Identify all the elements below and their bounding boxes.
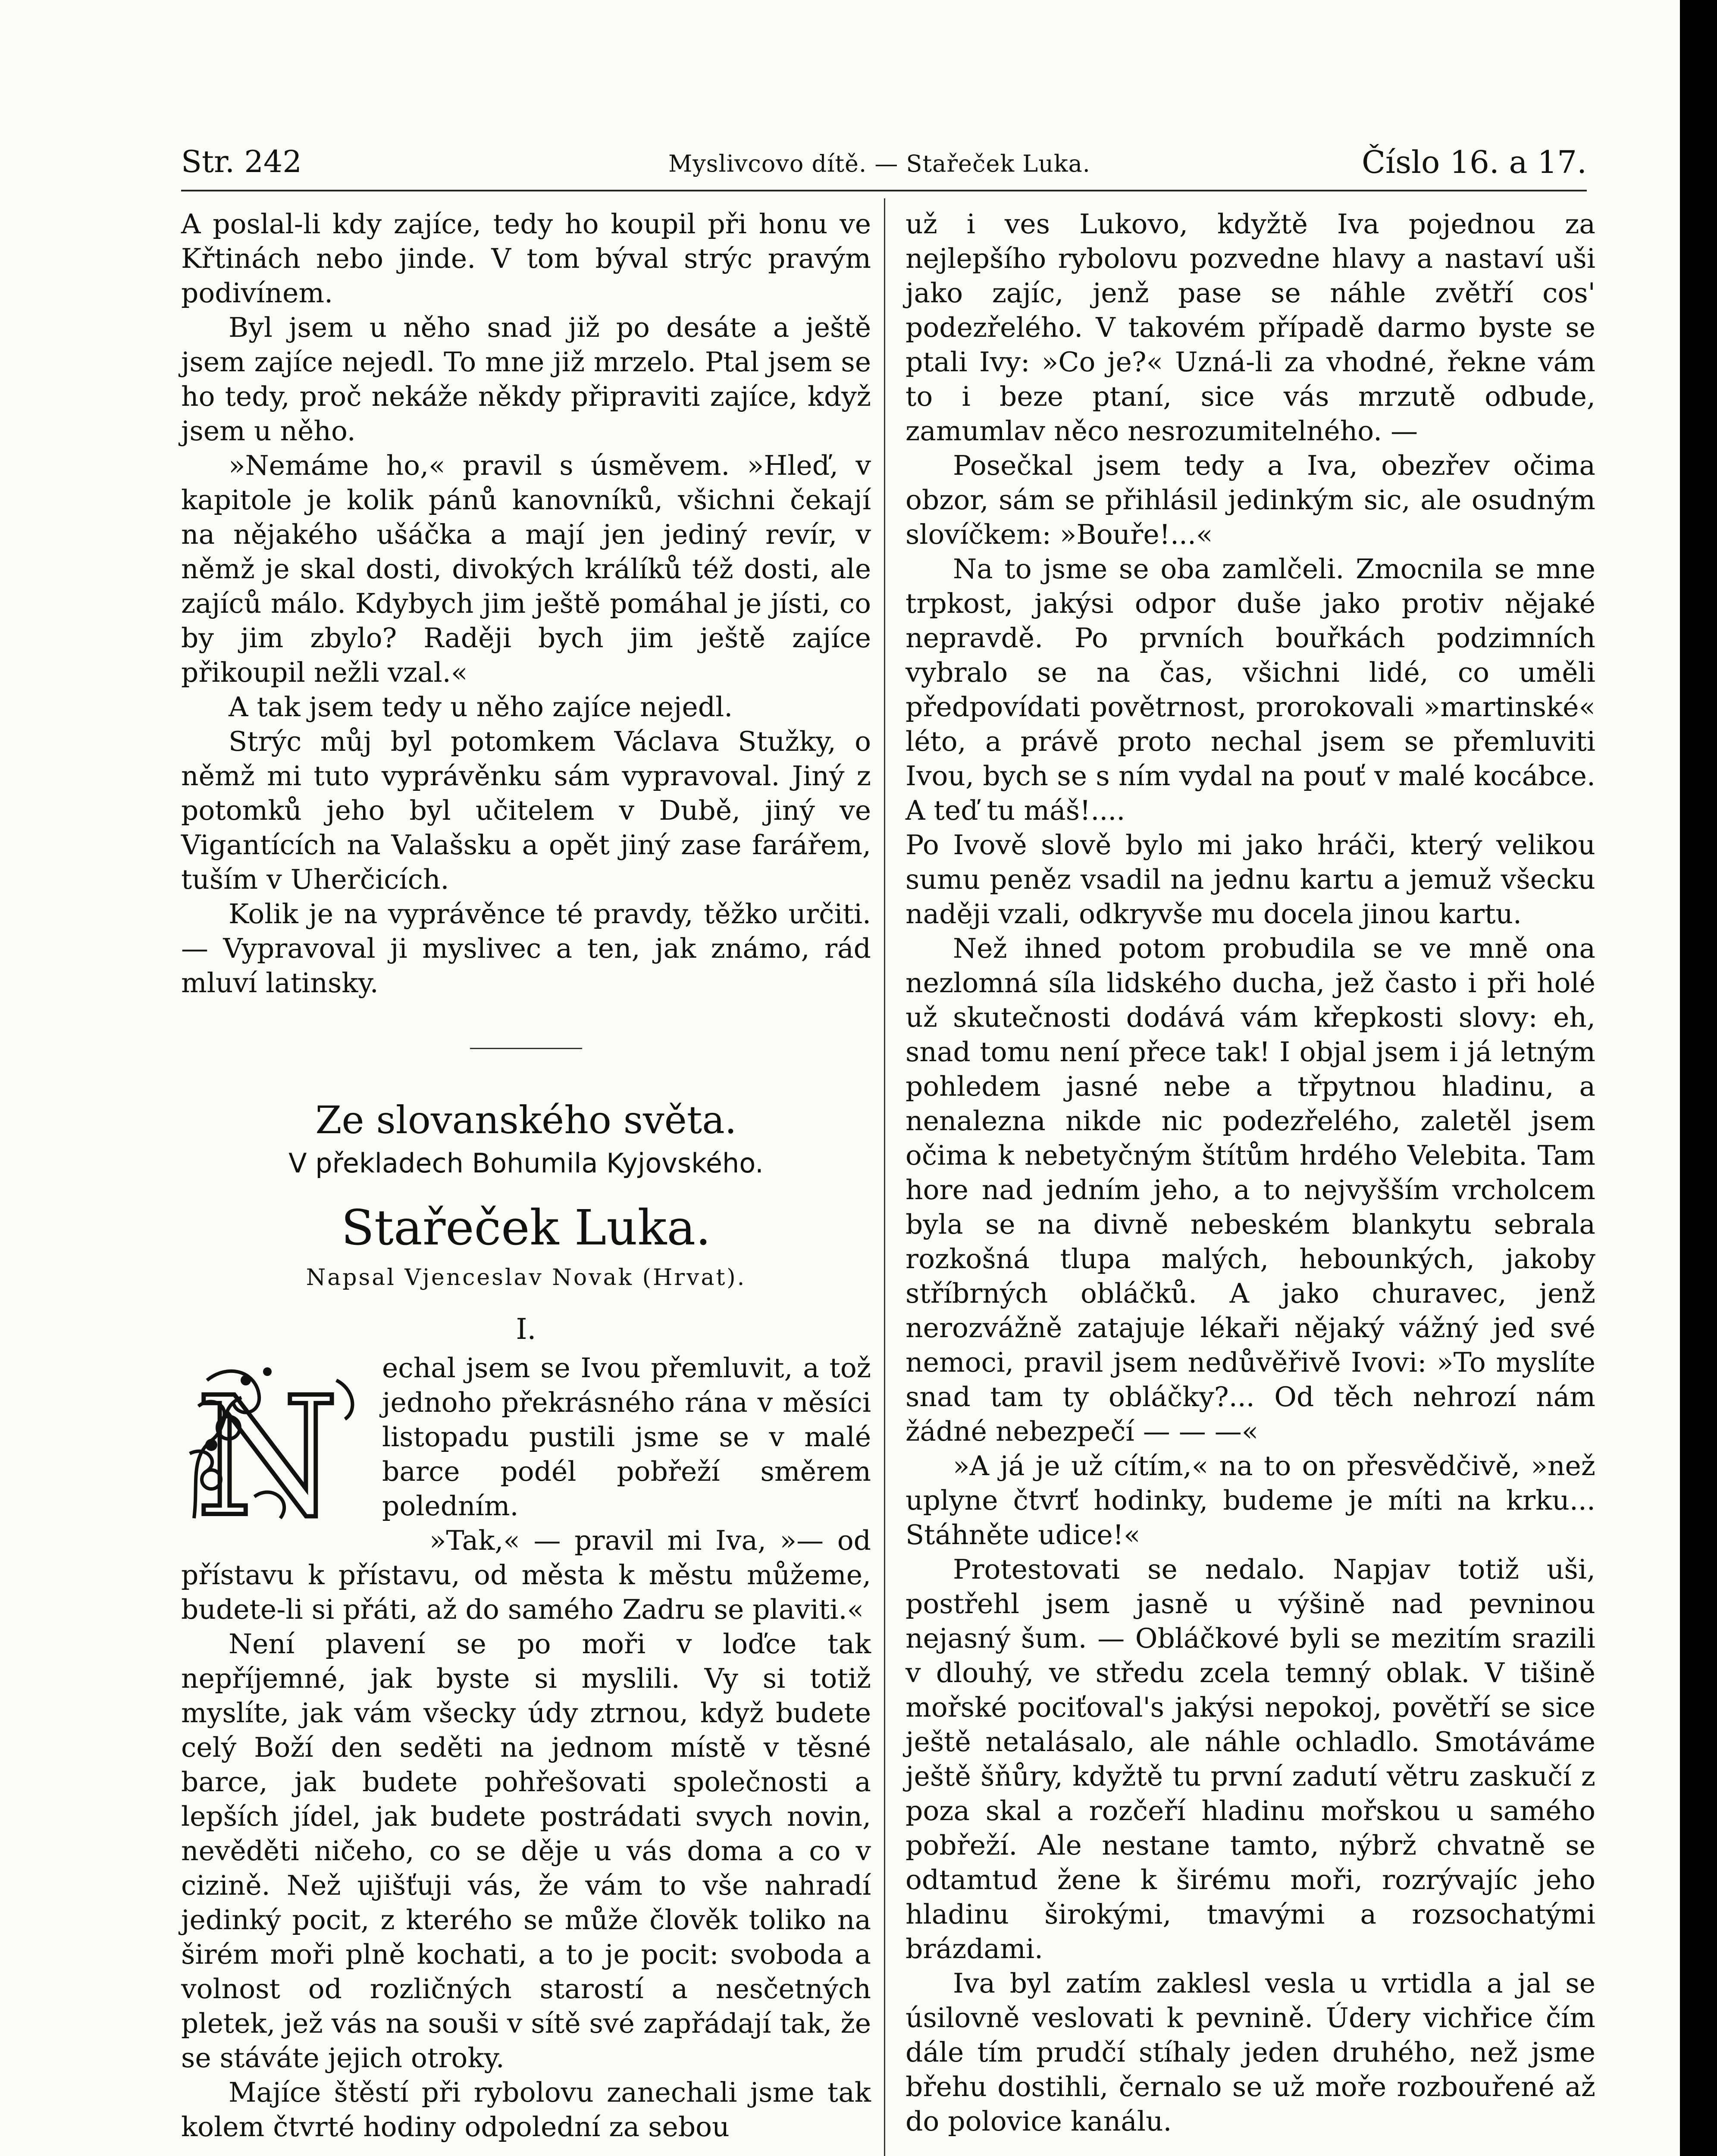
paragraph: Protestovati se nedalo. Napjav totiž uši, postřehl jsem jasně u výšině nad pevninou nejasný šum. — Obláčkové byli se mezitím srazili v dlouhý, ve středu zcela temný oblak. V tišině mořské pociťoval's jakýsi nepokoj, povětří se sice ještě netalásalo, ale náhle ochladlo. Smotáváme ještě šňůry, kdyžtě tu první zadutí větru zaskučí z poza skal a rozčeří hladinu mořskou u samého pobřeží. Ale nestane tamto, nýbrž chvatně se odtamtud žene k širému moři, rozrývajíc jeho hladinu širokými, tmavými a rozsochatými brázdami. bbox=[905, 1554, 1595, 1965]
paragraph: Byl jsem u něho snad již po desáte a ještě jsem zajíce nejedl. To mne již mrzelo. Ptal jsem se ho tedy, proč nekáže někdy připraviti zajíce, když jsem u něho. bbox=[181, 312, 871, 447]
paragraph: Kolik je na vyprávěnce té pravdy, těžko určiti. — Vypravoval ji myslivec a ten, jak známo, rád mluví latinsky. bbox=[181, 898, 871, 999]
paragraph: »Nemáme ho,« pravil s úsměvem. »Hleď, v kapitole je kolik pánů kanovníků, všichni čekají na nějakého ušáčka a mají jen jediný revír, v němž je skal dosti, divokých králíků též dosti, ale zajíců málo. Kdybych jim ještě pomáhal je jísti, co by jim zbylo? Raději bych jim ještě zajíce přikoupil nežli vzal.« bbox=[181, 450, 871, 688]
paragraph: »Tak,« — pravil mi Iva, »— od přístavu k přístavu, od města k městu můžeme, budete-li si přáti, až do samého Zadru se plaviti.« bbox=[181, 1525, 871, 1625]
left-column bbox=[181, 207, 871, 2144]
issue-number: Číslo 16. a 17. bbox=[1361, 144, 1587, 180]
opening-paragraph: echal jsem se Ivou přemluvit, a tož jednoho překrásného rána v měsíci listopadu pustili jsme se v malé barce podél pobřeží směrem poledním. bbox=[382, 1352, 871, 1522]
paragraph: Iva byl zatím zaklesl vesla u vrtidla a jal se úsilovně veslovati k pevnině. Údery vichřice čím dále tím prudčí stíhaly jeden druhého, než jsme břehu dostihli, černalo se už moře rozbouřené až do polovice kanálu. bbox=[905, 1968, 1595, 2137]
right-column bbox=[905, 207, 1595, 2139]
column-divider bbox=[884, 198, 885, 2156]
opening-block bbox=[181, 1351, 871, 1536]
paragraph: A tak jsem tedy u něho zajíce nejedl. bbox=[229, 691, 733, 723]
paragraph: »A já je už cítím,« na to on přesvědčivě, »než uplyne čtvrť hodinky, budeme je míti na krku... Stáhněte udice!« bbox=[905, 1450, 1595, 1551]
svg-text:N: N bbox=[195, 1362, 339, 1536]
scan-border-right bbox=[1680, 0, 1717, 2156]
paragraph: Majíce štěstí při rybolovu zanechali jsme tak kolem čtvrté hodiny odpolední za sebou bbox=[181, 2077, 871, 2143]
paragraph: Posečkal jsem tedy a Iva, obezřev očima obzor, sám se přihlásil jedinkým sic, ale osudným slovíčkem: »Bouře!...« bbox=[905, 450, 1595, 550]
section-title: Ze slovanského světa. bbox=[315, 1098, 737, 1142]
chapter-number: I. bbox=[516, 1313, 536, 1346]
running-header bbox=[181, 142, 1587, 191]
paragraph: Není plavení se po moři v loďce tak nepříjemné, jak byste si myslili. Vy si totiž myslíte, jak vám všecky údy ztrnou, když budete celý Boží den seděti na jednom místě v těsné barce, jak budete pohřešovati společnosti a lepších jídel, jak budete postrádati svych novin, nevěděti ničeho, co se děje u vás doma a co v cizině. Než ujišťuji vás, že vám to vše nahradí jedinký pocit, z kterého se může člověk toliko na širém moři plně kochati, a to je pocit: svoboda a volnost od rozličných starostí a nesčetných pletek, jež vás na souši v sítě své zapřádají tak, že se stáváte jejich otroky. bbox=[181, 1628, 871, 2074]
paragraph: A poslal-li kdy zajíce, tedy ho koupil při honu ve Křtinách nebo jinde. V tom býval strýc pravým podivínem. bbox=[181, 208, 871, 309]
paragraph: už i ves Lukovo, kdyžtě Iva pojednou za nejlepšího rybolovu pozvedne hlavy a nastaví uši jako zajíc, jenž pase se náhle zvětří cos' podezřelého. V takovém případě darmo byste se ptali Ivy: »Co je?« Uzná-li za vhodné, řekne vám to i beze ptaní, sice vás mrzutě odbude, zamumlav něco nesrozumitelného. — bbox=[905, 208, 1595, 447]
author-line: Napsal Vjenceslav Novak (Hrvat). bbox=[306, 1265, 746, 1291]
ornamental-initial-n-icon bbox=[181, 1354, 371, 1536]
paragraph: Než ihned potom probudila se ve mně ona nezlomná síla lidského ducha, jež často i při holé už skutečnosti dodává vám křepkosti slovy: eh, snad tomu není přece tak! I objal jsem i já letným pohledem jasné nebe a třpytnou hladinu, a nenalezna nikde nic podezřelého, zaletěl jsem očima k nebetyčným štítům hrdého Velebita. Tam hore nad jedním jeho, a to nejvyšším vrcholcem byla se na divně nebeském blankytu sebrala rozkošná tlupa malých, hebounkých, jakoby stříbrných obláčků. A jako churavec, jenž nerozvážně zatajuje lékaři nějaký vážný jed své nemoci, pravil jsem nedůvěřivě Ivovi: »To myslíte snad tam ty obláčky?... Od těch nehrozí nám žádné nebezpečí — — —« bbox=[905, 933, 1595, 1447]
page-number: Str. 242 bbox=[181, 144, 302, 179]
story-title: Stařeček Luka. bbox=[341, 1200, 711, 1256]
paragraph: Po Ivově slově bylo mi jako hráči, který velikou sumu peněz vsadil na jednu kartu a jemuž všecku naději vzali, odkryvše mu docela jinou kartu. bbox=[905, 829, 1595, 930]
paragraph: Na to jsme se oba zamlčeli. Zmocnila se mne trpkost, jakýsi odpor duše jako protiv nějaké nepravdě. Po prvních bouřkách podzimních vybralo se na čas, všichni lidé, co uměli předpovídati povětrnost, prorokovali »martinské« léto, a právě proto nechal jsem se přemluviti Ivou, bych se s ním vydal na pouť v malé kocábce. A teď tu máš!.... bbox=[905, 553, 1595, 826]
section-subtitle: V překladech Bohumila Kyjovského. bbox=[288, 1147, 764, 1179]
section-separator bbox=[470, 1048, 582, 1049]
running-title: Myslivcovo dítě. — Stařeček Luka. bbox=[668, 150, 1090, 177]
paragraph: Strýc můj byl potomkem Václava Stužky, o němž mi tuto vyprávěnku sám vypravoval. Jiný z potomků jeho byl učitelem v Dubě, jiný ve Vigantících na Valašsku a opět jiný zase farářem, tuším v Uherčicích. bbox=[181, 726, 871, 895]
